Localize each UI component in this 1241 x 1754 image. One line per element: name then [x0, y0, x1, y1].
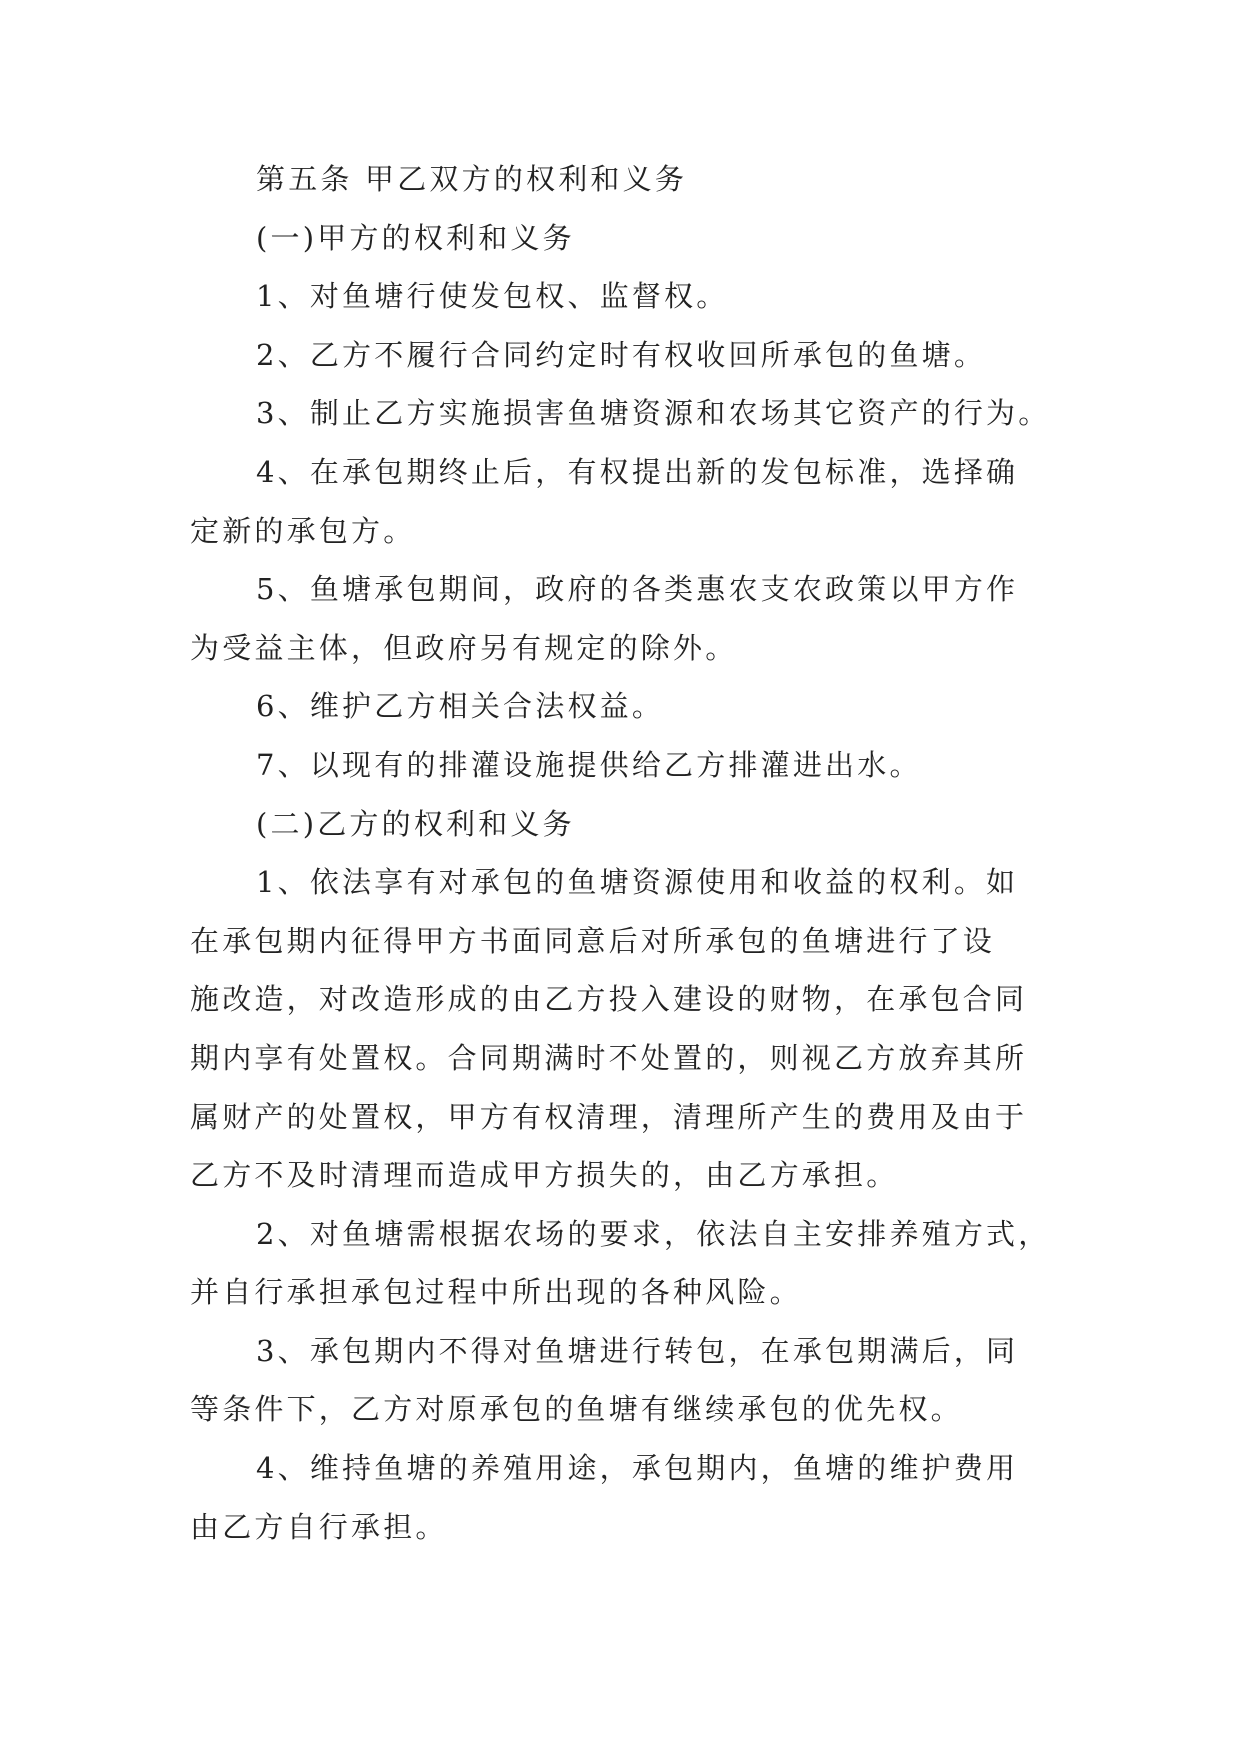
party-b-item-3-line-2: 等条件下，乙方对原承包的鱼塘有继续承包的优先权。	[190, 1392, 963, 1427]
section-heading-party-a: (一)甲方的权利和义务	[256, 220, 575, 255]
party-a-item-7: 7、以现有的排灌设施提供给乙方排灌进出水。	[256, 747, 922, 782]
article-heading: 第五条 甲乙双方的权利和义务	[256, 162, 688, 196]
party-b-item-1-line-6: 乙方不及时清理而造成甲方损失的，由乙方承担。	[190, 1158, 899, 1193]
party-a-item-1: 1、对鱼塘行使发包权、监督权。	[256, 279, 729, 314]
party-b-item-2-line-2: 并自行承担承包过程中所出现的各种风险。	[190, 1275, 802, 1310]
party-b-item-4-line-2: 由乙方自行承担。	[190, 1509, 448, 1544]
party-a-item-6: 6、维护乙方相关合法权益。	[256, 689, 665, 724]
party-b-item-4-line-1: 4、维持鱼塘的养殖用途，承包期内，鱼塘的维护费用	[256, 1451, 1019, 1486]
article-body	[190, 150, 1060, 1556]
party-a-item-3: 3、制止乙方实施损害鱼塘资源和农场其它资产的行为。	[256, 396, 1051, 431]
party-a-item-4-line-2: 定新的承包方。	[190, 513, 416, 548]
party-b-item-1-line-3: 施改造，对改造形成的由乙方投入建设的财物，在承包合同	[190, 982, 1028, 1017]
party-a-item-5-line-1: 5、鱼塘承包期间，政府的各类惠农支农政策以甲方作	[256, 572, 1019, 607]
party-a-item-5-line-2: 为受益主体，但政府另有规定的除外。	[190, 630, 738, 665]
party-a-item-2: 2、乙方不履行合同约定时有权收回所承包的鱼塘。	[256, 337, 987, 372]
section-heading-party-b: (二)乙方的权利和义务	[256, 806, 575, 841]
party-a-item-4-line-1: 4、在承包期终止后，有权提出新的发包标准，选择确	[256, 454, 1019, 489]
party-b-item-1-line-4: 期内享有处置权。合同期满时不处置的，则视乙方放弃其所	[190, 1040, 1028, 1075]
party-b-item-1-line-2: 在承包期内征得甲方书面同意后对所承包的鱼塘进行了设	[190, 923, 996, 958]
party-b-item-1-line-1: 1、依法享有对承包的鱼塘资源使用和收益的权利。如	[256, 865, 1019, 900]
party-b-item-3-line-1: 3、承包期内不得对鱼塘进行转包，在承包期满后，同	[256, 1333, 1019, 1368]
party-b-item-2-line-1: 2、对鱼塘需根据农场的要求，依法自主安排养殖方式，	[256, 1216, 1051, 1251]
party-b-item-1-line-5: 属财产的处置权，甲方有权清理，清理所产生的费用及由于	[190, 1099, 1028, 1134]
